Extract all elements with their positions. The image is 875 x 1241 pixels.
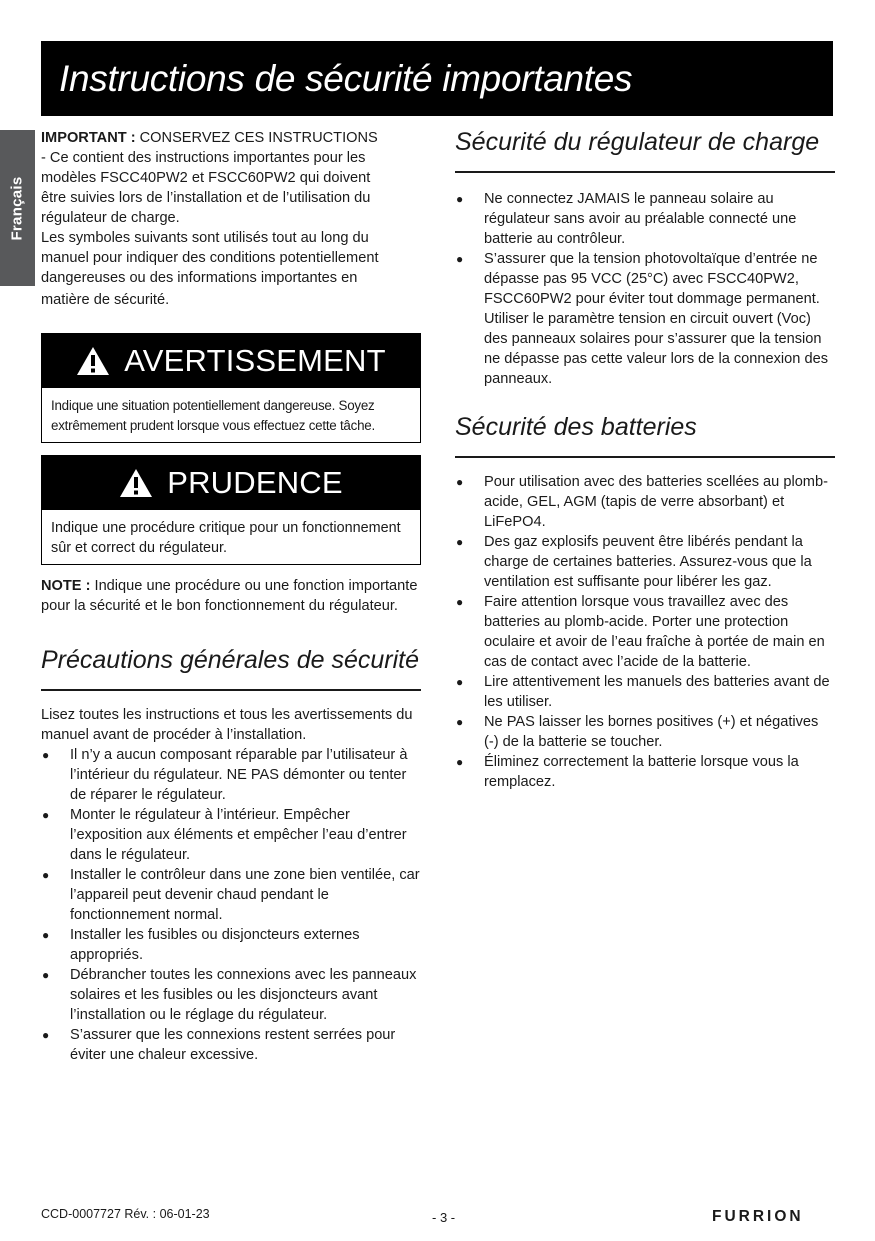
list-item: ● Installer le contrôleur dans une zone bien ventilée, car l’appareil peut devenir chaud pendant le fonctionnement normal. bbox=[41, 865, 421, 925]
warning-text: Indique une situation potentiellement dangereuse. Soyez extrêmement prudent lorsque vous effectuez cette tâche. bbox=[51, 398, 375, 433]
right-column bbox=[455, 128, 835, 792]
caution-box bbox=[41, 455, 421, 565]
note-paragraph bbox=[41, 576, 421, 616]
warning-label: AVERTISSEMENT bbox=[124, 343, 386, 378]
list-item: ● Ne connectez JAMAIS le panneau solaire au régulateur sans avoir au préalable connecté une batterie au contrôleur. bbox=[455, 189, 835, 249]
charge-controller-heading: Sécurité du régulateur de charge bbox=[455, 128, 835, 173]
intro-line: matière de sécurité. bbox=[41, 292, 170, 308]
intro-line: manuel pour indiquer des conditions potentiellement bbox=[41, 250, 379, 266]
note-text: Indique une procédure ou une fonction importante pour la sécurité et le bon fonctionnement du régulateur. bbox=[41, 578, 418, 614]
intro-line: dangereuses ou des informations importantes en bbox=[41, 270, 358, 286]
page-number: - 3 - bbox=[432, 1210, 456, 1225]
list-item: ● Débrancher toutes les connexions avec les panneaux solaires et les fusibles ou les disjoncteurs avant l’installation ou le réglage du régulateur. bbox=[41, 965, 421, 1025]
language-tab-label: Français bbox=[9, 175, 27, 241]
warning-triangle-icon bbox=[76, 346, 110, 376]
caution-label: PRUDENCE bbox=[167, 465, 343, 500]
caution-text: Indique une procédure critique pour un fonctionnement sûr et correct du régulateur. bbox=[51, 520, 401, 556]
general-precautions-list bbox=[41, 745, 421, 1065]
caution-header bbox=[42, 456, 420, 510]
battery-safety-heading: Sécurité des batteries bbox=[455, 413, 835, 458]
furrion-logo-text: FURRION bbox=[712, 1208, 804, 1223]
warning-header bbox=[42, 334, 420, 388]
list-item: ● Installer les fusibles ou disjoncteurs externes appropriés. bbox=[41, 925, 421, 965]
document-code: CCD-0007727 Rév. : 06-01-23 bbox=[41, 1207, 210, 1221]
intro-block bbox=[41, 128, 421, 310]
list-item: ● Il n’y a aucun composant réparable par l’utilisateur à l’intérieur du régulateur. NE PAS démonter ou tenter de réparer le régulateur. bbox=[41, 745, 421, 805]
furrion-logo bbox=[712, 1207, 830, 1223]
intro-line-text: CONSERVEZ CES INSTRUCTIONS bbox=[139, 130, 378, 146]
list-item: ● Faire attention lorsque vous travaillez avec des batteries au plomb-acide. Porter une protection oculaire et avoir de l’eau fraîche à portée de main en cas de contact avec l’acide de la batterie. bbox=[455, 592, 835, 672]
intro-line: - Ce contient des instructions importantes pour les bbox=[41, 150, 366, 166]
list-item: ● Des gaz explosifs peuvent être libérés pendant la charge de certaines batteries. Assurez-vous que la ventilation est suffisante pour libérer les gaz. bbox=[455, 532, 835, 592]
intro-line: être suivies lors de l’installation et de l’utilisation du bbox=[41, 190, 371, 206]
intro-line: Les symboles suivants sont utilisés tout au long du bbox=[41, 230, 369, 246]
charge-controller-list bbox=[455, 189, 835, 389]
language-tab bbox=[0, 130, 35, 286]
list-item: ● Éliminez correctement la batterie lorsque vous la remplacez. bbox=[455, 752, 835, 792]
battery-safety-list bbox=[455, 472, 835, 792]
list-item: ● S’assurer que les connexions restent serrées pour éviter une chaleur excessive. bbox=[41, 1025, 421, 1065]
caution-triangle-icon bbox=[119, 468, 153, 498]
intro-line: régulateur de charge. bbox=[41, 210, 180, 226]
list-item: ● Monter le régulateur à l’intérieur. Empêcher l’exposition aux éléments et empêcher l’eau d’entrer dans le régulateur. bbox=[41, 805, 421, 865]
intro-line bbox=[41, 128, 421, 148]
general-precautions-intro: Lisez toutes les instructions et tous les avertissements du manuel avant de procéder à l’installation. bbox=[41, 707, 413, 743]
list-item: ● S’assurer que la tension photovoltaïque d’entrée ne dépasse pas 95 VCC (25°C) avec FSCC40PW2, FSCC60PW2 pour éviter tout dommage permanent. Utiliser le paramètre tension en circuit ouvert (Voc) des panneaux solaires pour s’assurer que la tension ne dépasse pas cette valeur lors de la connexion des panneaux. bbox=[455, 249, 835, 389]
list-item: ● Lire attentivement les manuels des batteries avant de les utiliser. bbox=[455, 672, 835, 712]
title-bar bbox=[41, 41, 833, 116]
list-item: ● Ne PAS laisser les bornes positives (+) et négatives (-) de la batterie se toucher. bbox=[455, 712, 835, 752]
left-column bbox=[41, 128, 421, 1065]
note-label: NOTE : bbox=[41, 578, 95, 594]
intro-important-label: IMPORTANT : bbox=[41, 130, 140, 146]
page-title: Instructions de sécurité importantes bbox=[59, 57, 633, 99]
intro-line: modèles FSCC40PW2 et FSCC60PW2 qui doivent bbox=[41, 170, 371, 186]
warning-box bbox=[41, 333, 421, 443]
general-precautions-heading: Précautions générales de sécurité bbox=[41, 646, 421, 691]
list-item: ● Pour utilisation avec des batteries scellées au plomb-acide, GEL, AGM (tapis de verre absorbant) et LiFePO4. bbox=[455, 472, 835, 532]
